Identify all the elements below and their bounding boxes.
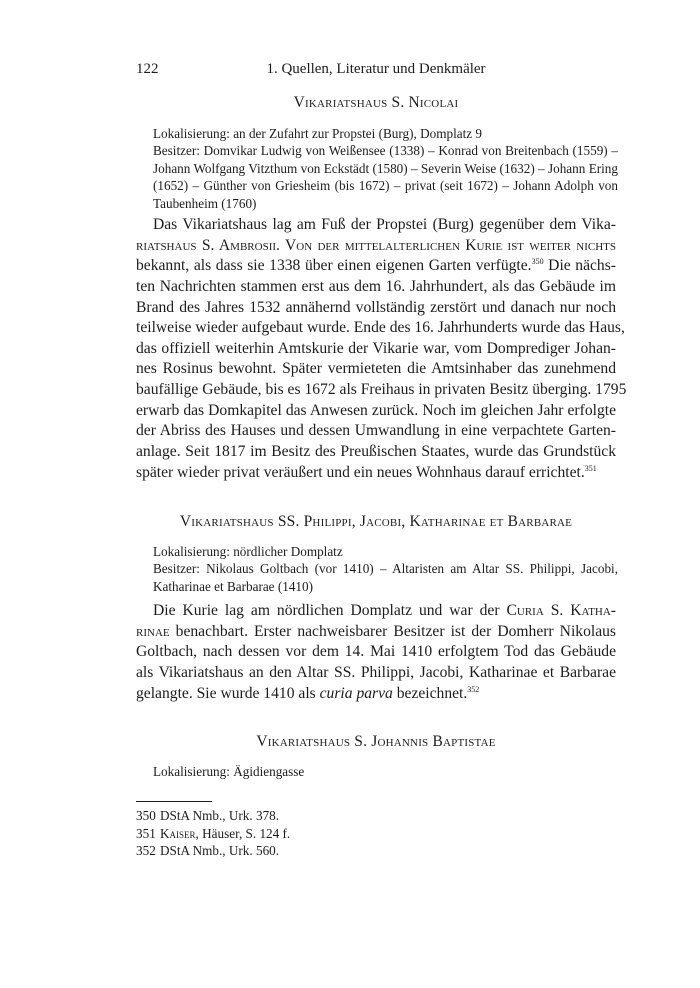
body-line: das offiziell weiterhin Amtskurie der Vikarie war, vom Domprediger Johan-: [136, 339, 616, 357]
footnote-number: 352: [136, 843, 156, 859]
section-body-nicolai: [136, 215, 627, 483]
footnote-number: 351: [136, 825, 156, 841]
running-title: 1. Quellen, Literatur und Denkmäler: [266, 61, 486, 77]
body-text: bekannt, als dass sie 1338 über einen eigenen Garten verfügte.: [136, 257, 532, 275]
curia-name: Curia S. Katha-: [506, 602, 616, 619]
body-line: [136, 601, 616, 622]
section-meta-johannis: [153, 763, 618, 780]
body-line: der Abriss des Hauses und dessen Umwandlung in eine verpachtete Garten-: [136, 422, 616, 440]
body-text: Die Kurie lag am nördlichen Domplatz und war der: [153, 602, 507, 619]
body-line: Goltbach, nach dessen vor dem 14. Mai 1410 erfolgtem Tod das Gebäude: [136, 643, 616, 661]
lokalisierung: Lokalisierung: nördlicher Domplatz: [153, 544, 343, 559]
body-line: [136, 684, 616, 705]
section-heading-nicolai: Vikariatshaus S. Nicolai: [293, 94, 459, 111]
body-line: nes Rosinus bewohnt. Später vermieteten die Amtsinhaber das zunehmend: [136, 360, 616, 378]
footnote-text: DStA Nmb., Urk. 378.: [160, 808, 280, 823]
lokalisierung: Lokalisierung: an der Zufahrt zur Propstei (Burg), Domplatz 9: [153, 126, 482, 141]
footnote-author: Kaiser: [160, 825, 196, 841]
body-line: baufällige Gebäude, bis es 1672 als Freihaus in privaten Besitz überging. 1795: [136, 381, 627, 399]
body-line: Brand des Jahres 1532 annähernd vollständig zerstört und danach nur noch: [136, 298, 616, 316]
body-text: gelangte. Sie wurde 1410 als: [136, 684, 320, 702]
italic-term: curia parva: [319, 684, 393, 702]
section-body-philippi: [136, 601, 616, 704]
footnote-ref: 350: [531, 257, 544, 267]
footnote-rule: [136, 801, 212, 802]
body-text: bezeichnet.: [392, 684, 468, 702]
body-line: als Vikariatshaus an den Altar SS. Philippi, Jacobi, Katharinae et Barbarae: [136, 663, 616, 681]
body-line: erwarb das Domkapitel das Anwesen zurück. Noch im gleichen Jahr erfolgte: [136, 401, 616, 419]
running-head: [136, 61, 616, 81]
page-number: 122: [136, 61, 159, 77]
body-line: riatshaus S. Ambrosii. Von der mittelalterlichen Kurie ist weiter nichts: [136, 236, 616, 254]
body-line: Das Vikariatshaus lag am Fuß der Propstei (Burg) gegenüber dem Vika-: [153, 216, 616, 233]
curia-name: rinae: [136, 622, 170, 640]
footnote-text: DStA Nmb., Urk. 560.: [160, 843, 280, 859]
footnote: [136, 825, 290, 843]
body-line: ten Nachrichten stammen erst aus dem 16. Jahrhundert, als das Gebäude im: [136, 277, 616, 295]
lokalisierung: Lokalisierung: Ägidiengasse: [153, 764, 305, 779]
section-meta-nicolai: [153, 125, 618, 212]
besitzer: Besitzer: Nikolaus Goltbach (vor 1410) – Altaristen am Altar SS. Philippi, Jacobi, Katharinae et Barbarae (1410): [153, 561, 618, 594]
body-line: [136, 463, 616, 484]
section-heading-johannis: Vikariatshaus S. Johannis Baptistae: [256, 733, 496, 750]
besitzer: Besitzer: Domvikar Ludwig von Weißensee (1338) – Konrad von Breitenbach (1559) – Johann Wolfgang Vitzthum von Eckstädt (1580) – Severin Weise (1632) – Johann Ering (1652) – Günther von Griesheim (bis 1672) – privat (seit 1672) – Johann Adolph von Taubenheim (1760): [153, 143, 618, 211]
footnote-ref: 352: [467, 684, 480, 694]
section-heading-philippi: Vikariatshaus SS. Philippi, Jacobi, Katharinae et Barbarae: [179, 513, 573, 530]
footnote-ref: 351: [584, 463, 597, 473]
body-text: später wieder privat veräußert und ein neues Wohnhaus darauf errichtet.: [136, 463, 585, 481]
body-text: benachbart. Erster nachweisbarer Besitzer ist der Domherr Nikolaus: [169, 622, 616, 640]
section-meta-philippi: [153, 543, 618, 595]
body-line: anlage. Seit 1817 im Besitz des Preußischen Staates, wurde das Grundstück: [136, 443, 616, 461]
footnotes: [136, 807, 290, 860]
body-text: Die nächs-: [543, 257, 616, 275]
footnote-text: , Häuser, S. 124 f.: [195, 825, 291, 841]
body-line: [136, 622, 616, 643]
body-line: [136, 256, 616, 277]
footnote: [136, 842, 290, 860]
footnote-number: 350: [136, 808, 156, 823]
footnote: [136, 807, 290, 825]
body-line: teilweise wieder aufgebaut wurde. Ende des 16. Jahrhunderts wurde das Haus,: [136, 319, 625, 337]
